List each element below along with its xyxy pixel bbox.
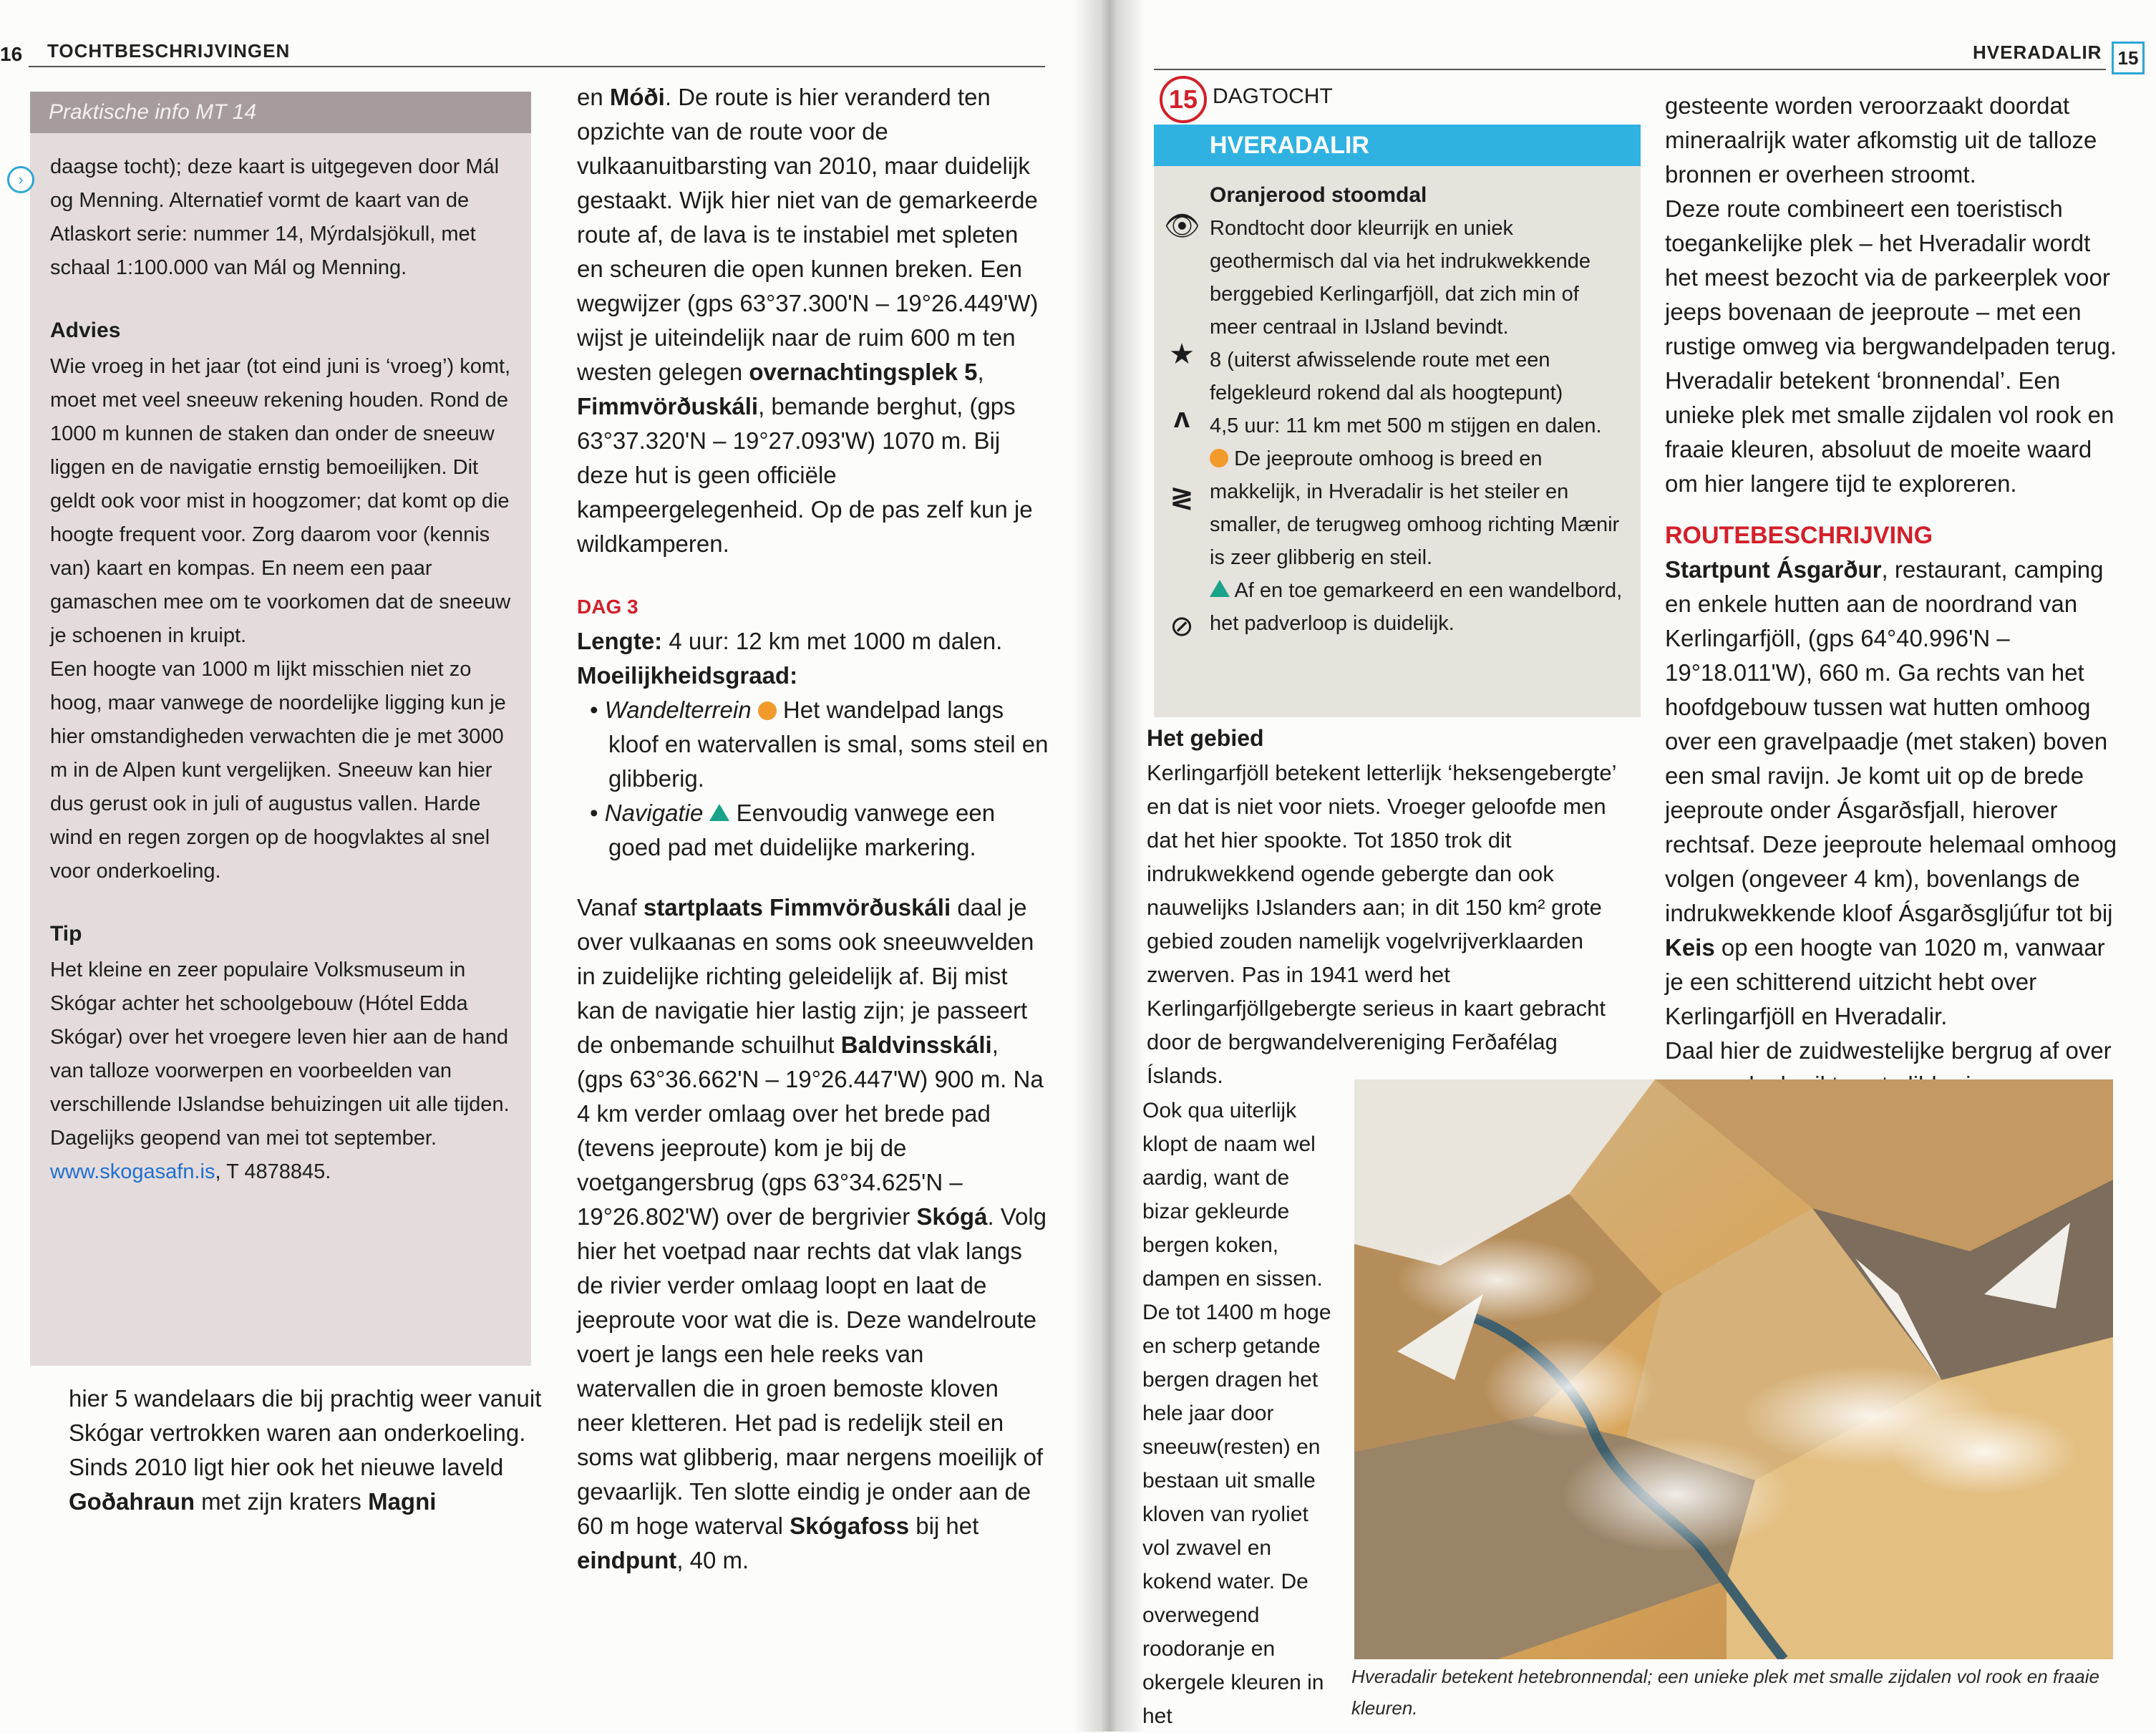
book-gutter (1074, 0, 1145, 1732)
info-box-intro: daagse tocht); deze kaart is uitgegeven door Mál og Menning. Alternatief vormt de kaart van de Atlaskort serie: nummer 14, Mýrdalsjökull, met schaal 1:100.000 van Mál og Menning. (50, 155, 500, 279)
col2-p1-d: , bemande berghut, (gps 63°37.320'N – 19°27.093'W) 1070 m. Bij deze hut is geen officiële kampeergelegenheid. Op de pas zelf kun je wildkamperen. (577, 393, 1033, 557)
col2-p2-f: , 40 m. (676, 1547, 749, 1573)
bottom-bold-2: Magni (368, 1488, 437, 1515)
col2-p1-b: . De route is hier veranderd ten opzichte van de route voor de vulkaanuitbarsting van 2010, maar duidelijk gestaakt. Wijk hier niet van de gemarkeerde route af, de lava is te instabiel met spleten en scheuren die open kunnen breken. Een wegwijzer (gps 63°37.300'N – 19°26.449'W) wijst je uiteindelijk naar de ruim 600 m ten westen gelegen (577, 84, 1039, 385)
path-icon: ≷ (1170, 482, 1194, 513)
gebied-text: Kerlingarfjöll betekent letterlijk ‘heksengebergte’ en dat is niet voor niets. Vroeger geloofde men dat het hier spookte. Tot 1850 trok dit indrukwekkend ogende gebergte dan ook nauwelijks IJslanders aan; in dit 150 km² grote gebied zouden namelijk vogelvrijverklaarden zwerven. Pas in 1941 werd het Kerlingarfjöllgebergte serieus in kaart gebracht door de bergwandelvereniging Ferðafélag Íslands. (1147, 760, 1616, 1088)
route-text-b: op een hoogte van 1020 m, vanwaar je een schitterend uitzicht hebt over Kerlingarfjöll en Hveradalir. (1665, 934, 2105, 1029)
tour-duration: 4,5 uur: 11 km met 500 m stijgen en dalen. (1210, 414, 1602, 437)
gebied-text-2: Ook qua uiterlijk klopt de naam wel aardig, want de bizar gekleurde bergen koken, dampen en sissen. De tot 1400 m hoge en scherp getande bergen dragen het hele jaar door sneeuw(resten) en bestaan uit smalle kloven van ryoliet vol zwavel en kokend water. De overwegend roodoranje en okergele kleuren in het (1142, 1099, 1331, 1728)
col2-p2-bold4: Skógafoss (790, 1513, 910, 1539)
gebied-narrow-column (1142, 1094, 1336, 1733)
tour-navigation: Af en toe gemarkeerd en een wandelbord, het padverloop is duidelijk. (1210, 579, 1623, 635)
col2-p2-e: bij het (909, 1513, 979, 1539)
tour-navigation-line (1210, 574, 1625, 640)
advies-text-2: Een hoogte van 1000 m lijkt misschien niet zo hoog, maar vanwege de noordelijke ligging kun je hier omstandigheden verwachten die je met 3000 m in de Alpen kunt vergelijken. Sneeuw kan hier dus gerust ook in juli of augustus vallen. Harde wind en regen zorgen op de hoogvlaktes al snel voor onderkoeling. (50, 658, 506, 883)
moeilijk-label: Moeilijkheidsgraad: (577, 662, 798, 689)
col2-p1-bold2: overnachtingsplek 5 (749, 359, 978, 385)
bullet-terrain-text: Het wandelpad langs kloof en watervallen is smal, soms steil en glibberig. (608, 696, 1049, 792)
gebied-section (1147, 720, 1626, 1092)
hveradalir-photo (1354, 1079, 2113, 1659)
header-rule-left (29, 66, 1045, 67)
green-triangle-icon (1210, 580, 1230, 597)
tip-text: Het kleine en zeer populaire Volksmuseum in Skógar achter het schoolgebouw (Hótel Edda Skógar) over het vroegere leven hier aan de hand van talloze voorwerpen en voorbeelden van verschillende IJslandse behuizingen uit alle tijden. Dagelijks geopend van mei tot september. (50, 958, 510, 1150)
tour-terrain: De jeeproute omhoog is breed en makkelijk, in Hveradalir is het steiler en smaller, de terugweg omhoog richting Mænir is zeer glibberig en steil. (1210, 447, 1620, 569)
col2-p2-bold3: Skógá (916, 1203, 988, 1230)
orange-dot-icon (758, 702, 777, 720)
left-bottom-text (69, 1382, 553, 1519)
lengte-value: 4 uur: 12 km met 1000 m dalen. (662, 628, 1003, 654)
advies-heading: Advies (50, 319, 121, 342)
advies-text: Wie vroeg in het jaar (tot eind juni is ‘vroeg’) komt, moet met veel sneeuw rekening houden. Rond de 1000 m kunnen de staken dan onder de sneeuw liggen en de navigatie ernstig bemoeilijken. Dit geldt ook voor mist in hoogzomer; dat komt op die hoogte frequent voor. Zorg daarom voor (kennis van) kaart en kompas. En neem een paar gamaschen mee om te voorkomen dat de sneeuw je schoenen in kruipt. (50, 355, 511, 647)
tip-paragraph (50, 953, 513, 1189)
bottom-text-2: met zijn kraters (195, 1488, 369, 1515)
lengte-label: Lengte: (577, 628, 663, 654)
left-column-2 (577, 80, 1049, 1578)
day-heading: DAG 3 (577, 596, 638, 618)
col4-p2: Deze route combineert een toeristisch toegankelijke plek – het Hveradalir wordt het meest bezocht via de parkeerplek voor jeeps bovenaan de jeeproute – met een rustige omweg via bergwandelpaden terug. Hveradalir betekent ‘bronnendal’. Een unieke plek met smalle zijdalen vol rook en fraaie kleuren, absoluut de moeite waard om hier langere tijd te exploreren. (1665, 195, 2117, 497)
tip-phone: , T 4878845. (215, 1160, 331, 1183)
col4-p1: gesteente worden veroorzaakt doordat mineraalrijk water afkomstig uit de talloze bronnen er overheen stroomt. (1665, 92, 2097, 188)
orange-dot-icon (1210, 449, 1228, 467)
star-icon: ★ (1169, 339, 1195, 370)
gebied-heading: Het gebied (1147, 725, 1264, 751)
col2-p1-bold3: Fimmvörðuskáli (577, 393, 759, 419)
running-head-left: TOCHTBESCHRIJVINGEN (47, 40, 291, 62)
route-bold-1: Startpunt Ásgarður (1665, 556, 1882, 583)
bottom-text-1: hier 5 wandelaars die bij prachtig weer vanuit Skógar vertrokken waren aan onderkoeling. Sinds 2010 ligt hier ook het nieuwe laveld (69, 1385, 542, 1480)
col2-p2-bold2: Baldvinsskáli (840, 1031, 992, 1058)
tour-title: HVERADALIR (1154, 125, 1641, 166)
bullet-navigation: • Navigatie Eenvoudig vanwege een goed pad met duidelijke markering. (590, 800, 996, 860)
eye-icon: 👁 (1164, 210, 1200, 242)
col2-p1-bold: Móði (609, 84, 665, 110)
tip-heading: Tip (50, 922, 82, 946)
green-triangle-icon (709, 804, 729, 821)
bullet-terrain: • Wandelterrein Het wandelpad langs kloof en watervallen is smal, soms steil en glibberig. (590, 696, 1049, 792)
chevron-right-icon: › (7, 166, 34, 193)
page-number-left: 16 (0, 43, 23, 65)
bullet-navigation-label: Navigatie (604, 800, 704, 826)
page-number-right: 15 (2112, 42, 2145, 74)
tour-type: DAGTOCHT (1213, 84, 1333, 108)
tour-description: Rondtocht door kleurrijk en uniek geothermisch dal via het indrukwekkende berggebied Kerlingarfjöll, dat zich min of meer centraal in IJsland bevindt. (1210, 217, 1591, 339)
photo-caption: Hveradalir betekent hetebronnendal; een unieke plek met smalle zijdalen vol rook en fraaie kleuren. (1351, 1666, 2099, 1719)
route-text-a: , restaurant, camping en enkele hutten aan de noordrand van Kerlingarfjöll, (gps 64°40.996'N – 19°18.011'W), 660 m. Ga rechts van het hoofdgebouw tussen wat hutten omhoog over een gravelpaadje (met staken) boven een smal ravijn. Je komt uit op de brede jeeproute onder Ásgarðsfjall, hierover rechtsaf. Deze jeeproute helemaal omhoog volgen (ongeveer 4 km), bovenlangs de indrukwekkende kloof Ásgarðsgljúfur tot bij (1665, 556, 2117, 926)
route-bold-2: Keis (1665, 934, 1715, 961)
bullet-terrain-label: Wandelterrein (604, 696, 752, 723)
running-head-right: HVERADALIR (1973, 42, 2102, 63)
tour-subtitle: Oranjerood stoomdal (1210, 183, 1427, 207)
col2-p2-c: , (gps 63°36.662'N – 19°26.447'W) 900 m. Na 4 km verder omlaag over het brede pad (tevens jeeproute) kom je bij de voetgangersbrug (gps 63°34.625'N – 19°26.802'W) over de bergrivier (577, 1031, 1044, 1230)
museum-link[interactable]: www.skogasafn.is (50, 1160, 215, 1183)
bullet-navigation-text: Eenvoudig vanwege een goed pad met duidelijke markering. (608, 800, 996, 860)
col2-p1-c: , (977, 359, 984, 385)
info-box (30, 92, 531, 1366)
tour-number-badge: 15 (1160, 76, 1207, 123)
col2-p2-bold5: eindpunt (577, 1547, 677, 1573)
route-text-c: Daal hier de zuidwestelijke bergrug af over (1665, 1037, 2112, 1064)
col2-p2-bold1: startplaats Fimmvörðuskáli (643, 894, 951, 921)
col2-p1-a: en (577, 84, 610, 110)
col2-p2-d: . Volg hier het voetpad naar rechts dat vlak langs de rivier verder omlaag loopt en laat de jeeproute voor wat die is. Deze wandelroute voert je langs een hele reeks van watervallen die in groen bemoste kloven neer kletteren. Het pad is redelijk steil en soms wat glibberig, maar nergens moeilijk of gevaarlijk. Ten slotte eindig je onder aan de 60 m hoge waterval (577, 1203, 1047, 1539)
info-box-title: Praktische info MT 14 (30, 92, 531, 133)
mountain-icon: ʌ (1173, 402, 1190, 434)
col2-p2-a: Vanaf (577, 894, 644, 921)
col2-p2-b: daal je over vulkaanas en soms ook sneeuwvelden in zuidelijke richting geleidelijk af. Bij mist kan de navigatie hier lastig zijn; je passeert de onbemande schuilhut (577, 894, 1034, 1058)
header-rule-right (1154, 69, 2106, 70)
tour-summary-box (1154, 166, 1641, 717)
landscape-illustration (1354, 1079, 2113, 1659)
tour-terrain-line (1210, 442, 1625, 574)
bottom-bold-1: Goðahraun (69, 1488, 195, 1515)
right-column (1665, 89, 2123, 1137)
route-heading: ROUTEBESCHRIJVING (1665, 522, 1933, 549)
compass-icon: ⊘ (1170, 611, 1194, 642)
tour-rating: 8 (uiterst afwisselende route met een felgekleurd rokend dal als hoogtepunt) (1210, 349, 1563, 404)
